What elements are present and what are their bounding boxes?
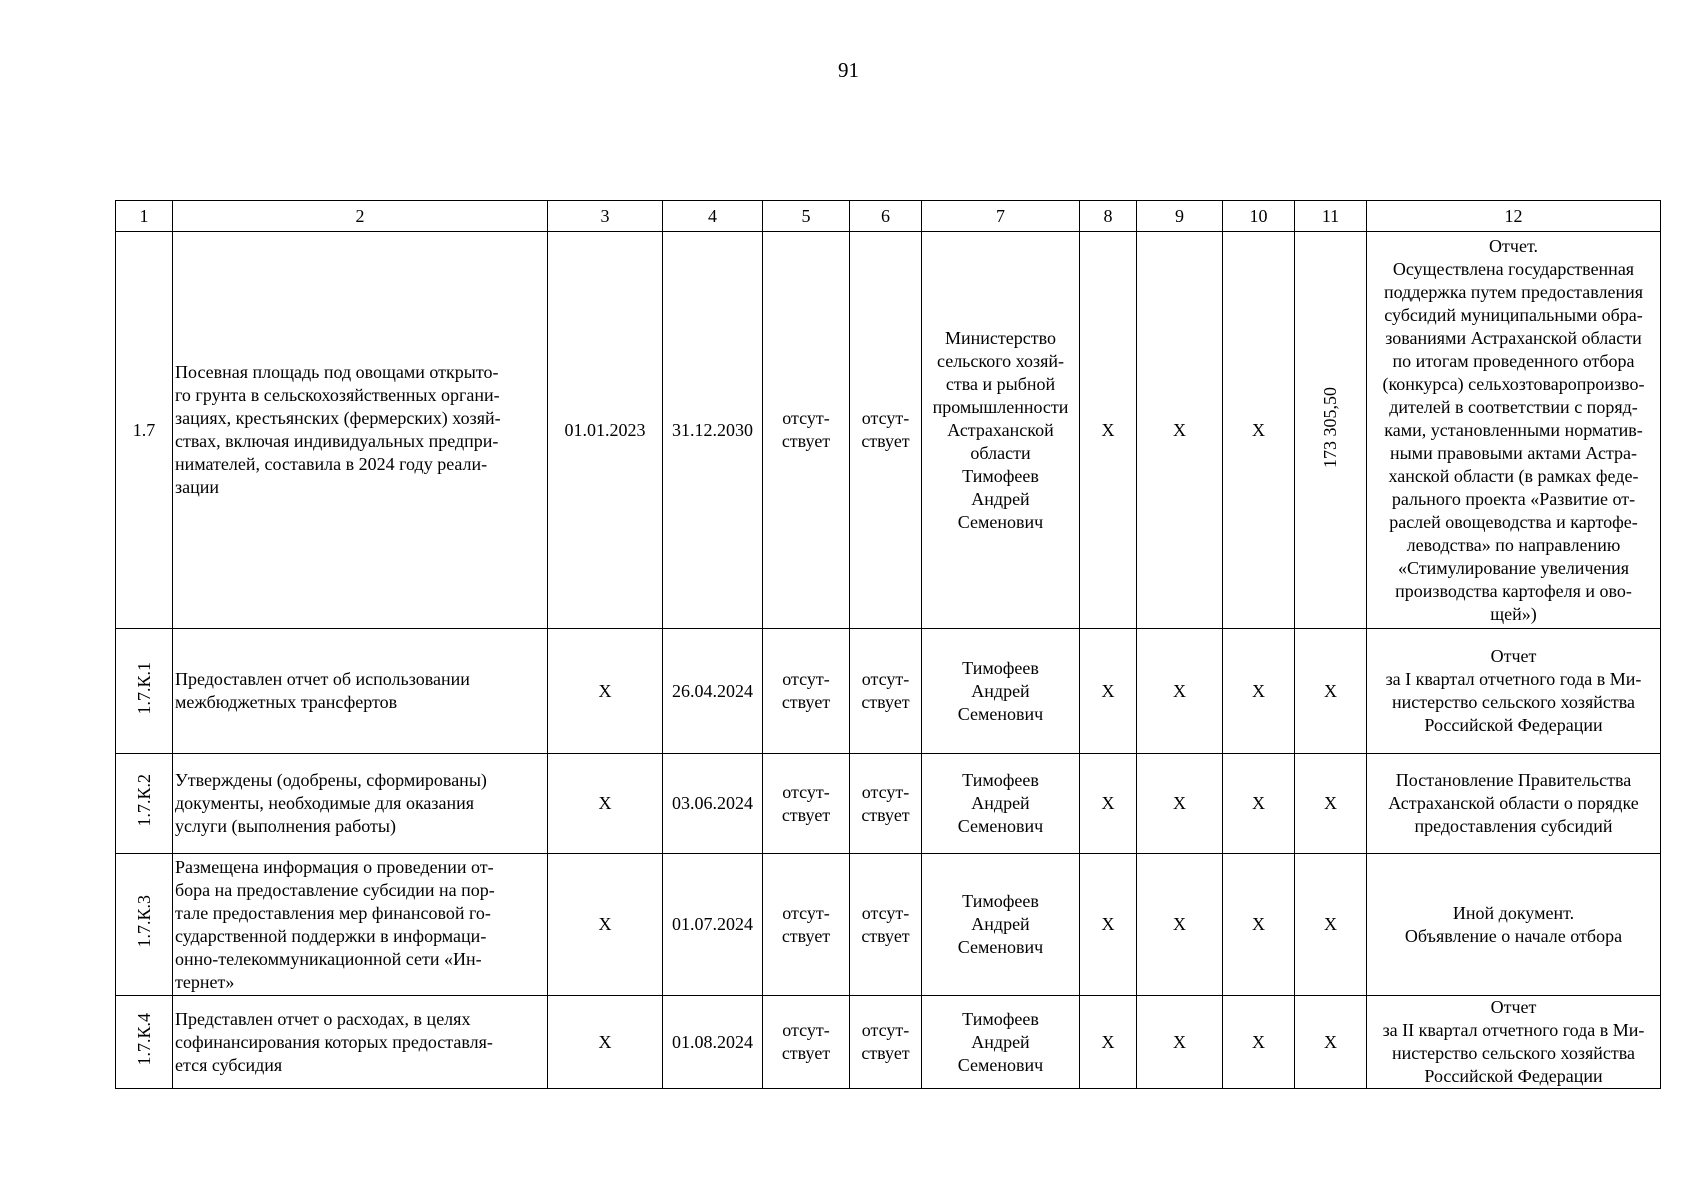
column-8-cell: X: [1080, 996, 1137, 1089]
row-number-value: 1.7.К.4: [133, 1012, 154, 1066]
amount-cell: X: [1295, 854, 1367, 996]
description-cell: Размещена информация о проведении от- бора на предоставление субсидии на пор- тале предоставления мер финансовой го- сударственной поддержки в информаци- онно-телекоммуникационной сети «Ин- тернет»: [173, 854, 548, 996]
description-cell: Предоставлен отчет об использовании межбюджетных трансфертов: [173, 629, 548, 754]
column-9-cell: X: [1137, 854, 1223, 996]
column-5-cell: отсут- ствует: [763, 996, 850, 1089]
header-cell: 9: [1137, 201, 1223, 232]
column-10-cell: X: [1223, 854, 1295, 996]
table-row: [116, 754, 1661, 854]
description-cell: Представлен отчет о расходах, в целях софинансирования которых предоставля- ется субсидия: [173, 996, 548, 1089]
responsible-cell: Тимофеев Андрей Семенович: [922, 629, 1080, 754]
responsible-cell: Тимофеев Андрей Семенович: [922, 854, 1080, 996]
row-number: [116, 629, 173, 754]
row-number-value: 1.7.К.1: [133, 661, 154, 715]
header-cell: 11: [1295, 201, 1367, 232]
column-6-cell: отсут- ствует: [850, 854, 922, 996]
column-6-cell: отсут- ствует: [850, 754, 922, 854]
column-9-cell: X: [1137, 629, 1223, 754]
column-5-cell: отсут- ствует: [763, 232, 850, 629]
end-date-cell: 31.12.2030: [663, 232, 763, 629]
table-row: [116, 232, 1661, 629]
column-10-cell: X: [1223, 754, 1295, 854]
header-cell: 6: [850, 201, 922, 232]
column-8-cell: X: [1080, 629, 1137, 754]
description-cell: Посевная площадь под овощами открыто- го грунта в сельскохозяйственных органи- зациях, крестьянских (фермерских) хозяй- ствах, включая индивидуальных предпри- нимателей, составила в 2024 году реали- зации: [173, 232, 548, 629]
responsible-cell: Министерство сельского хозяй- ства и рыбной промышленности Астраханской области Тимофеев Андрей Семенович: [922, 232, 1080, 629]
page-number: 91: [838, 58, 859, 82]
result-document-cell: Отчет. Осуществлена государственная поддержка путем предоставления субсидий муниципальными обра- зованиями Астраханской области по итогам проведенного отбора (конкурса) сельхозтоваропроизво- дителей в соответствии с поряд- ками, установленными норматив- ными правовыми актами Астра- ханской области (в рамках феде- рального проекта «Развитие от- раслей овощеводства и картофе- леводства» по направлению «Стимулирование увеличения производства картофеля и ово- щей»): [1367, 232, 1661, 629]
header-cell: 10: [1223, 201, 1295, 232]
row-number: [116, 854, 173, 996]
header-cell: 4: [663, 201, 763, 232]
header-cell: 2: [173, 201, 548, 232]
result-document-cell: Иной документ. Объявление о начале отбора: [1367, 854, 1661, 996]
start-date-cell: X: [548, 629, 663, 754]
row-number: [116, 996, 173, 1089]
header-cell: 3: [548, 201, 663, 232]
column-5-cell: отсут- ствует: [763, 754, 850, 854]
header-cell: 8: [1080, 201, 1137, 232]
result-document-cell: Отчет за I квартал отчетного года в Ми- нистерство сельского хозяйства Российской Федерации: [1367, 629, 1661, 754]
end-date-cell: 01.07.2024: [663, 854, 763, 996]
column-6-cell: отсут- ствует: [850, 232, 922, 629]
end-date-cell: 01.08.2024: [663, 996, 763, 1089]
description-cell: Утверждены (одобрены, сформированы) документы, необходимые для оказания услуги (выполнения работы): [173, 754, 548, 854]
start-date-cell: X: [548, 754, 663, 854]
responsible-cell: Тимофеев Андрей Семенович: [922, 754, 1080, 854]
column-9-cell: X: [1137, 754, 1223, 854]
column-9-cell: X: [1137, 232, 1223, 629]
header-row: [116, 201, 1661, 232]
column-6-cell: отсут- ствует: [850, 629, 922, 754]
table-row: [116, 854, 1661, 996]
row-number: [116, 754, 173, 854]
table-row: [116, 996, 1661, 1089]
report-table: [115, 200, 1661, 1089]
row-number: 1.7: [116, 232, 173, 629]
row-number-value: 1.7.К.3: [133, 895, 154, 948]
amount-cell: X: [1295, 754, 1367, 854]
amount-cell: X: [1295, 629, 1367, 754]
column-10-cell: X: [1223, 996, 1295, 1089]
start-date-cell: X: [548, 854, 663, 996]
amount-cell: [1295, 232, 1367, 629]
column-8-cell: X: [1080, 854, 1137, 996]
header-cell: 5: [763, 201, 850, 232]
column-8-cell: X: [1080, 754, 1137, 854]
table-row: [116, 629, 1661, 754]
result-document-cell: Постановление Правительства Астраханской области о порядке предоставления субсидий: [1367, 754, 1661, 854]
column-5-cell: отсут- ствует: [763, 629, 850, 754]
start-date-cell: 01.01.2023: [548, 232, 663, 629]
column-8-cell: X: [1080, 232, 1137, 629]
header-cell: 7: [922, 201, 1080, 232]
amount-value: 173 305,50: [1320, 386, 1340, 468]
column-6-cell: отсут- ствует: [850, 996, 922, 1089]
header-cell: 12: [1367, 201, 1661, 232]
result-document-cell: Отчет за II квартал отчетного года в Ми- нистерство сельского хозяйства Российской Федерации: [1367, 996, 1661, 1089]
column-10-cell: X: [1223, 629, 1295, 754]
column-9-cell: X: [1137, 996, 1223, 1089]
amount-cell: X: [1295, 996, 1367, 1089]
row-number-value: 1.7.К.2: [133, 774, 154, 827]
responsible-cell: Тимофеев Андрей Семенович: [922, 996, 1080, 1089]
header-cell: 1: [116, 201, 173, 232]
column-10-cell: X: [1223, 232, 1295, 629]
end-date-cell: 26.04.2024: [663, 629, 763, 754]
start-date-cell: X: [548, 996, 663, 1089]
column-5-cell: отсут- ствует: [763, 854, 850, 996]
end-date-cell: 03.06.2024: [663, 754, 763, 854]
